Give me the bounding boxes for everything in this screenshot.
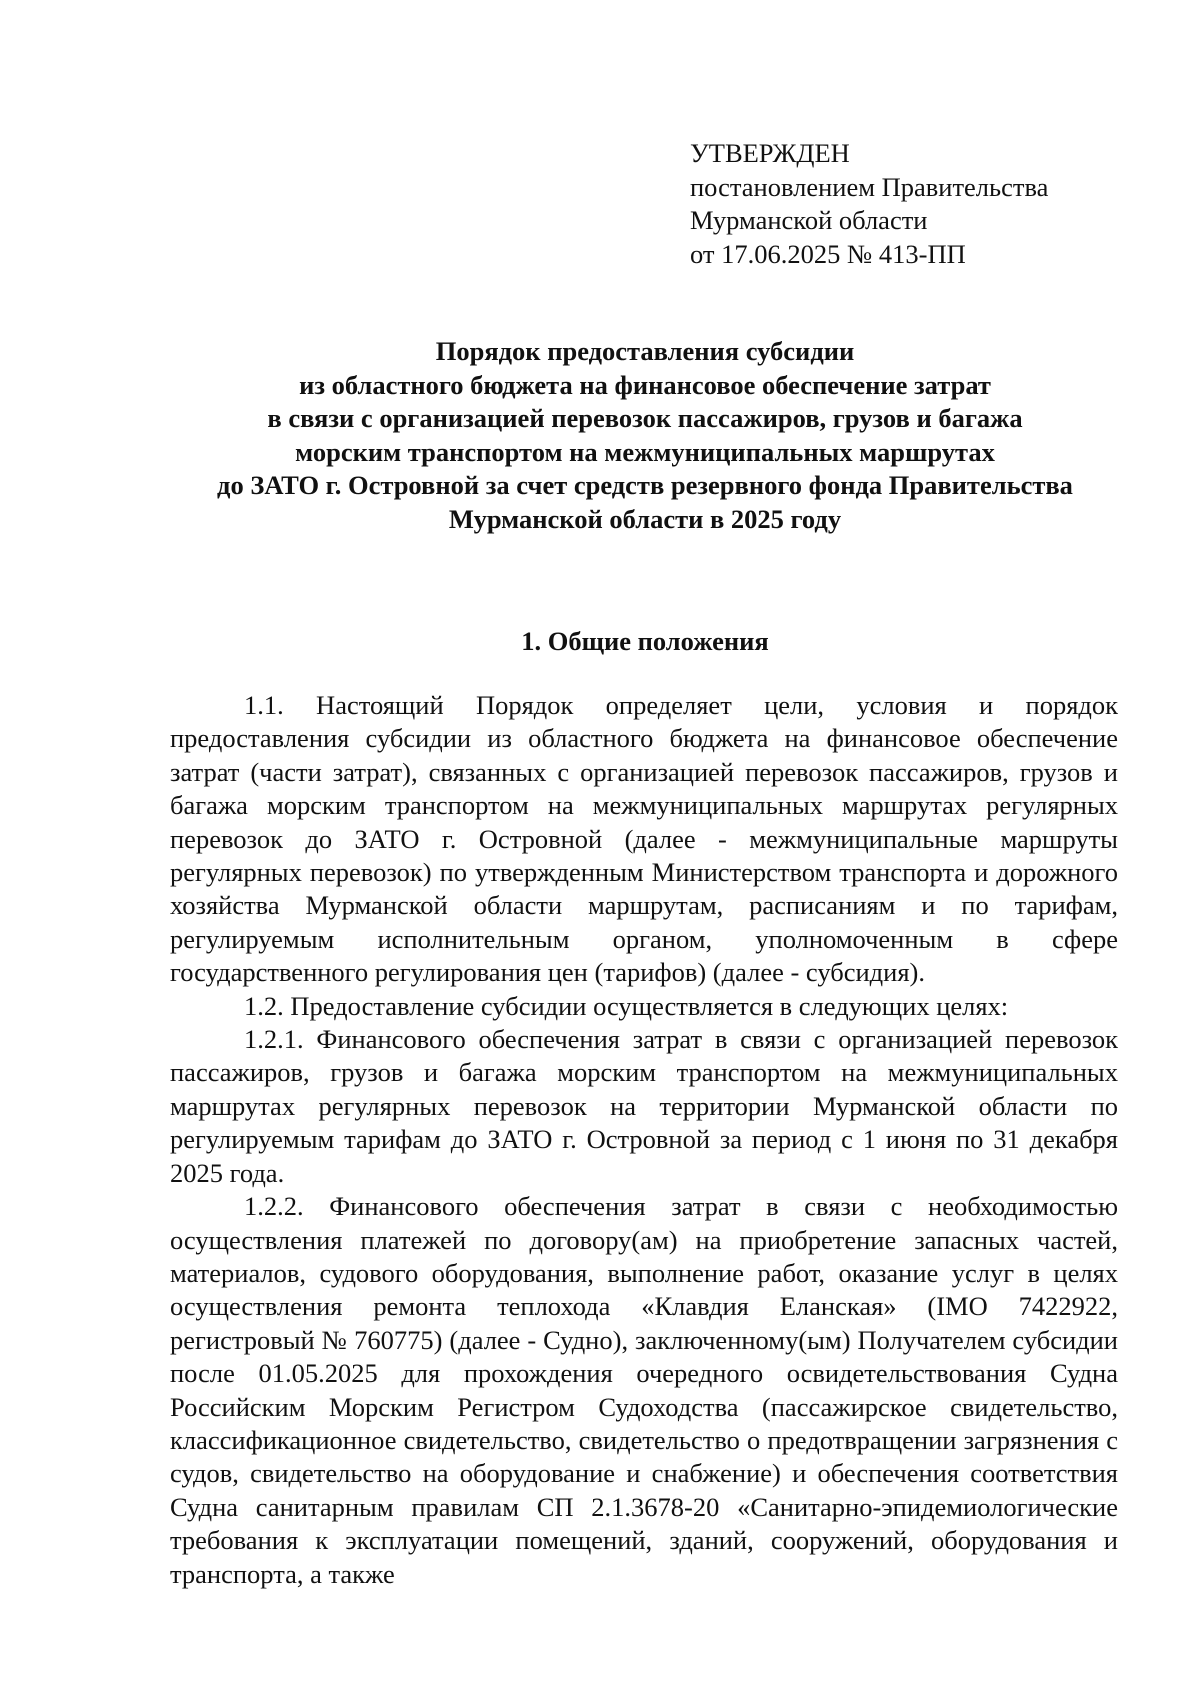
paragraph-1-2-2: 1.2.2. Финансового обеспечения затрат в связи с необходимостью осуществления платежей по договору(ам) на приобретение запасных частей, материалов, судового оборудования, выполнение работ, оказание услуг в целях осуществления ремонта теплохода «Клавдия Еланская» (IMO 7422922, регистровый № 760775) (далее - Судно), заключенному(ым) Получателем субсидии после 01.05.2025 для прохождения очередного освидетельствования Судна Российским Морским Регистром Судоходства (пассажирское свидетельство, классификационное свидетельство, свидетельство о предотвращении загрязнения с судов, свидетельство на оборудование и снабжение) и обеспечения соответствия Судна санитарным правилам СП 2.1.3678-20 «Санитарно-эпидемиологические требования к эксплуатации помещений, зданий, сооружений, оборудования и транспорта, а также <box>170 1191 1118 1589</box>
title-line: в связи с организацией перевозок пассажиров, грузов и багажа <box>267 403 1023 433</box>
section-heading: 1. Общие положения <box>521 626 769 656</box>
paragraph-1-2: 1.2. Предоставление субсидии осуществляется в следующих целях: <box>244 990 1009 1021</box>
approval-authority: постановлением Правительства <box>690 171 1049 202</box>
title-line: из областного бюджета на финансовое обеспечение затрат <box>299 369 991 400</box>
title-line: Мурманской области в 2025 году <box>448 503 842 534</box>
title-line: морским транспортом на межмуниципальных маршрутах <box>295 436 995 467</box>
document-body <box>170 689 1118 1591</box>
approval-region: Мурманской области <box>690 205 928 235</box>
document-title <box>170 335 1120 536</box>
approval-heading: УТВЕРЖДЕН <box>690 138 850 168</box>
paragraph-1-1: 1.1. Настоящий Порядок определяет цели, условия и порядок предоставления субсидии из областного бюджета на финансовое обеспечение затрат (части затрат), связанных с организацией перевозок пассажиров, грузов и багажа морским транспортом на межмуниципальных маршрутах регулярных перевозок до ЗАТО г. Островной (далее - межмуниципальные маршруты регулярных перевозок) по утвержденным Министерством транспорта и дорожного хозяйства Мурманской области маршрутам, расписаниям и по тарифам, регулируемым исполнительным органом, уполномоченным в сфере государственного регулирования цен (тарифов) (далее - субсидия). <box>170 690 1118 988</box>
title-line: до ЗАТО г. Островной за счет средств резервного фонда Правительства <box>217 470 1073 500</box>
paragraph-1-2-1: 1.2.1. Финансового обеспечения затрат в связи с организацией перевозок пассажиров, грузов и багажа морским транспортом на межмуниципальных маршрутах регулярных перевозок на территории Мурманской области по регулируемым тарифам до ЗАТО г. Островной за период с 1 июня по 31 декабря 2025 года. <box>170 1024 1118 1188</box>
approval-stamp <box>690 137 1048 271</box>
approval-date-number: от 17.06.2025 № 413-ПП <box>690 238 966 269</box>
title-line: Порядок предоставления субсидии <box>435 336 855 366</box>
